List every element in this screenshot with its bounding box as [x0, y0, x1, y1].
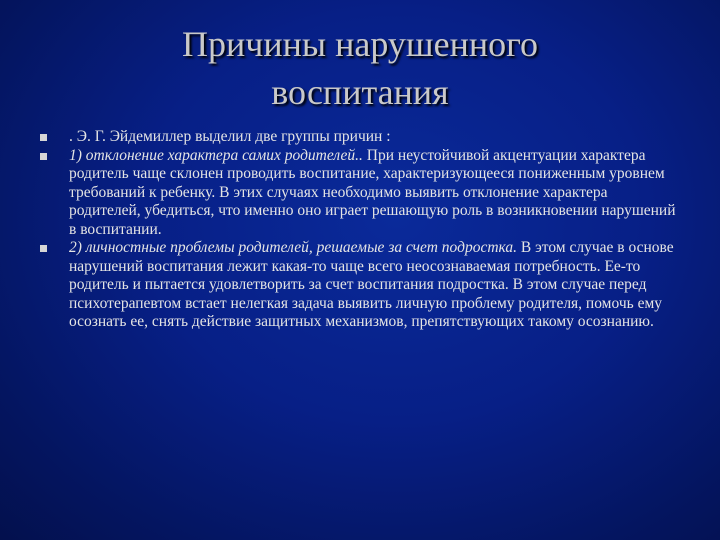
bullet-item-parent-character	[40, 147, 680, 240]
bullet-text: В этом случае в основе нарушений воспитания лежит какая-то чаще всего неосознаваемая потребность. Ее-то родитель и пытается удовлетворить за счет воспитания подростка. В этом случае перед психотерапевтом встает нелегкая задача выявить личную проблему родителя, помочь ему осознать ее, снять действие защитных механизмов, препятствующих такому осознанию.	[69, 239, 674, 330]
slide-title	[130, 20, 590, 116]
title-line-2: воспитания	[271, 72, 449, 112]
bullet-list	[40, 128, 680, 332]
bullet-text: . Э. Г. Эйдемиллер выделил две группы причин :	[69, 128, 391, 145]
square-bullet-icon	[40, 153, 47, 160]
square-bullet-icon	[40, 134, 47, 141]
square-bullet-icon	[40, 245, 47, 252]
bullet-item-parent-problems	[40, 239, 680, 332]
bullet-italic-heading: 1) отклонение характера самих родителей..	[69, 146, 363, 164]
title-line-1: Причины нарушенного	[182, 24, 538, 64]
bullet-item-authors	[40, 128, 680, 147]
bullet-text: При неустойчивой акцентуации характера родитель чаще склонен проводить воспитание, характеризующееся пониженным уровнем требований к ребенку. В этих случаях необходимо выявить отклонение характера родителей, убедиться, что именно оно играет решающую роль в возникновении нарушений в воспитании.	[69, 146, 676, 238]
bullet-italic-heading: 2) личностные проблемы родителей, решаемые за счет подростка.	[69, 239, 518, 256]
